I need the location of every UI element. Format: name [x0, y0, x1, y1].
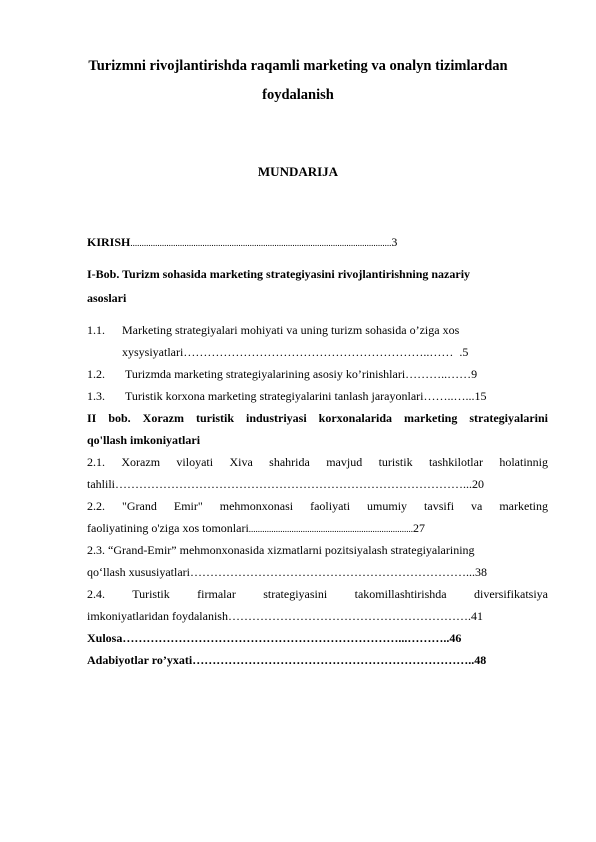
- toc-entry-adabiyotlar: [87, 651, 548, 669]
- toc-label: 2.3. “Grand-Emir” mehmonxonasida xizmatlarni pozitsiyalash strategiyalarining: [87, 543, 475, 557]
- toc-label: Adabiyotlar ro’yxati……………………………………………………………..: [87, 653, 475, 667]
- title-line-2: foydalanish: [262, 87, 334, 103]
- toc-chapter-line-2: qo'llash imkoniyatlari: [87, 433, 201, 447]
- toc-label: 2.1. Xorazm viloyati Xiva shahrida mavjud turistik tashkilotlar holatinnig: [87, 455, 548, 469]
- toc-label: Xulosa……………………………………………………………...………..: [87, 631, 450, 645]
- toc-leader-dots: .........................................................................: [248, 524, 414, 534]
- toc-page-number: 46: [449, 631, 462, 645]
- toc-entry-1-2: [87, 365, 548, 383]
- toc-label-cont: xysysiyatlari……………………………………………………..……: [122, 345, 454, 359]
- toc-label: 2.4. Turistik firmalar strategiyasini takomillashtirishda diversifikatsiya: [87, 587, 548, 601]
- toc-entry-1-3: [87, 387, 548, 405]
- toc-entry-2-1: [87, 453, 548, 471]
- toc-chapter-line-2: asoslari: [87, 291, 127, 305]
- toc-label: 2.2. "Grand Emir" mehmonxonasi faoliyati umumiy tavsifi va marketing: [87, 499, 548, 513]
- toc-entry-kirish: [87, 233, 548, 252]
- toc-section-number: 1.2.: [87, 367, 105, 381]
- toc-chapter-line-1: I-Bob. Turizm sohasida marketing strategiyasini rivojlantirishning nazariy: [87, 267, 471, 281]
- toc-page-number: .5: [459, 345, 469, 359]
- toc-label: Turizmda marketing strategiyalarining asosiy ko’rinishlari………..……: [125, 367, 472, 381]
- toc-page-number: 38: [474, 565, 487, 579]
- toc-entry-2-2-cont: [87, 519, 548, 538]
- toc-entry-2-3: [87, 541, 548, 559]
- toc-label: KIRISH: [87, 235, 131, 249]
- toc-entry-xulosa: [87, 629, 548, 647]
- toc-entry-2-3-cont: [87, 563, 548, 581]
- toc-entry-2-4-cont: [87, 607, 548, 625]
- document-title: [60, 52, 536, 110]
- toc-entry-2-1-cont: [87, 475, 548, 493]
- toc-label: Turistik korxona marketing strategiyalarini tanlash jarayonlari……..…...: [125, 389, 475, 403]
- toc-page-number: 9: [471, 367, 478, 381]
- toc-label-cont: tahlili……………………………………………………………………………...: [87, 477, 472, 491]
- toc-page-number: 48: [474, 653, 487, 667]
- toc-entry-2-2: [87, 497, 548, 515]
- toc-chapter-2-cont: [87, 431, 548, 449]
- toc-page-number: 15: [474, 389, 487, 403]
- toc-label-cont: imkoniyatlaridan foydalanish…………………………………………………….: [87, 609, 471, 623]
- toc-page-number: 27: [413, 521, 426, 535]
- title-line-1: Turizmni rivojlantirishda raqamli marketing va onalyn tizimlardan: [88, 58, 508, 74]
- toc-label-cont: qo‘llash xususiyatlari……………………………………………………………...: [87, 565, 475, 579]
- toc-chapter-1-cont: [87, 289, 548, 307]
- toc-chapter-1: [87, 265, 548, 283]
- toc-chapter-2: [87, 409, 548, 427]
- toc-label: Marketing strategiyalari mohiyati va uning turizm sohasida o’ziga xos: [122, 323, 460, 337]
- toc-leader-dots: ....................................................................................................................: [130, 238, 392, 248]
- toc-label-cont: faoliyatining o'ziga xos tomonlari: [87, 521, 249, 535]
- toc-page-number: 3: [391, 235, 398, 249]
- toc-entry-2-4: [87, 585, 548, 603]
- toc-page-number: 20: [472, 477, 484, 491]
- toc-section-number: 1.1.: [87, 323, 105, 337]
- toc-section-number: 1.3.: [87, 389, 105, 403]
- toc-entry-1-1: [87, 321, 548, 339]
- contents-heading: MUNDARIJA: [257, 164, 339, 179]
- toc-chapter-line-1: II bob. Xorazm turistik industriyasi korxonalarida marketing strategiyalarini: [87, 411, 548, 425]
- toc-page-number: 41: [470, 609, 483, 623]
